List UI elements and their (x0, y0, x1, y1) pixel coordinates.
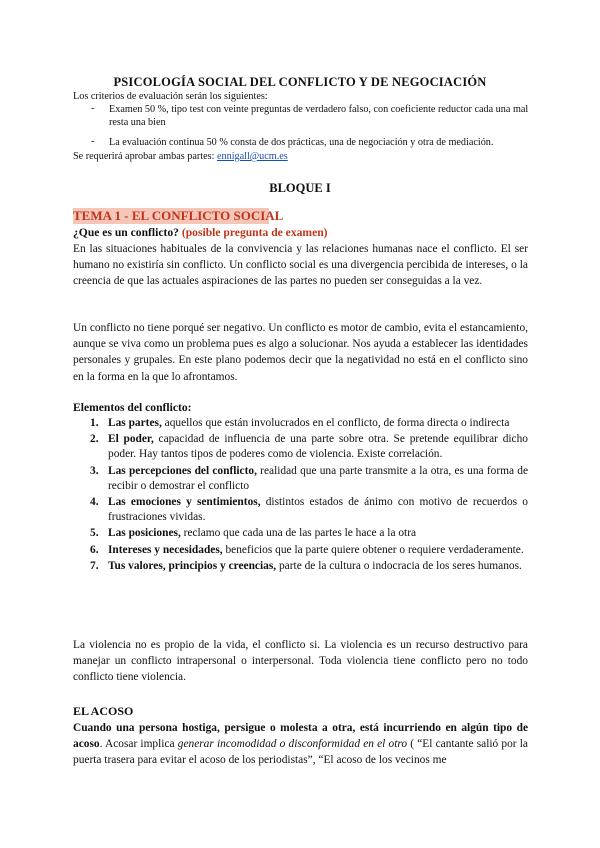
elements-list (73, 416, 528, 575)
document-title: PSICOLOGÍA SOCIAL DEL CONFLICTO Y DE NEGOCIACIÓN (113, 75, 487, 89)
acoso-paragraph: Cuando una persona hostiga, persigue o molesta a otra, está incurriendo en algún tipo de acoso. Acosar implica generar incomodidad o disconformidad en el otro ( “El cantante salió por la puerta trasera para evitar el acoso de los periodistas”, “El acoso de los vecinos me (73, 722, 528, 767)
criteria-item: Examen 50 %, tipo test con veinte preguntas de verdadero falso, con coeficiente reductor cada una mal resta una bien (109, 104, 529, 128)
dash-bullet: - (91, 103, 95, 114)
elements-heading: Elementos del conflicto: (73, 401, 192, 414)
list-item: 1. Las partes, aquellos que están involucrados en el conflicto, de forma directa o indirecta (90, 417, 510, 429)
approve-line (73, 150, 288, 163)
paragraph: En las situaciones habituales de la convivencia y las relaciones humanas nace el conflicto. El ser humano no existiría sin conflicto. Un conflicto social es una divergencia percibida de intereses, o la creencia de que las actuales aspiraciones de las partes no pueden ser conseguidas a la vez. (73, 243, 528, 288)
bloque-heading: BLOQUE I (269, 181, 331, 195)
question-heading (73, 226, 328, 239)
acoso-lead: Cuando una persona hostiga, persigue o molesta a otra, está incurriendo en algún tipo de acoso (73, 722, 528, 751)
list-item: 3. Las percepciones del conflicto, realidad que una parte transmite a la otra, es una forma de recibir o demostrar el conflicto (90, 464, 528, 492)
list-item: 2. El poder, capacidad de influencia de una parte sobre otra. Se pretende equilibrar dicho poder. Hay tantos tipos de poderes como de violencia. Existe correlación. (90, 433, 528, 461)
list-item: 7. Tus valores, principios y creencias, parte de la cultura o indocracia de los seres humanos. (90, 559, 522, 572)
list-item: 4. Las emociones y sentimientos, distintos estados de ánimo con motivo de recuerdos o frustraciones vividas. (90, 496, 528, 524)
criteria-item: La evaluación continua 50 % consta de dos prácticas, una de negociación y otra de mediación. (109, 137, 494, 148)
acoso-heading: EL ACOSO (73, 704, 134, 718)
list-item: 5. Las posiciones, reclamo que cada una de las partes le hace a la otra (90, 527, 417, 540)
violence-paragraph: La violencia no es propio de la vida, el conflicto si. La violencia es un recurso destructivo para manejar un conflicto intrapersonal o interpersonal. Toda violencia tiene conflicto pero no todo conflicto tiene violencia. (73, 639, 528, 684)
tema-heading: TEMA 1 - EL CONFLICTO SOCIAL (73, 208, 284, 223)
paragraph: Un conflicto no tiene porqué ser negativo. Un conflicto es motor de cambio, evita el estancamiento, aunque se viva como un problema pues es algo a solucionar. Nos ayuda a establecer las identidades personales y grupales. En este plano podemos decir que la negatividad no está en el conflicto sino en la forma en la que lo afrontamos. (73, 322, 528, 383)
exam-note: (posible pregunta de examen) (181, 226, 328, 239)
approve-text: Se requerirá aprobar ambas partes: (73, 151, 215, 162)
dash-bullet: - (91, 136, 95, 147)
list-item: 6. Intereses y necesidades, beneficios que la parte quiere obtener o requiere verdaderamente. (90, 543, 524, 556)
question-text: ¿Que es un conflicto? (73, 226, 179, 239)
acoso-italic: generar incomodidad o disconformidad en el otro (177, 738, 408, 751)
criteria-intro: Los criterios de evaluación serán los siguientes: (73, 91, 268, 102)
email-link[interactable]: ennigall@ucm.es (216, 151, 288, 162)
